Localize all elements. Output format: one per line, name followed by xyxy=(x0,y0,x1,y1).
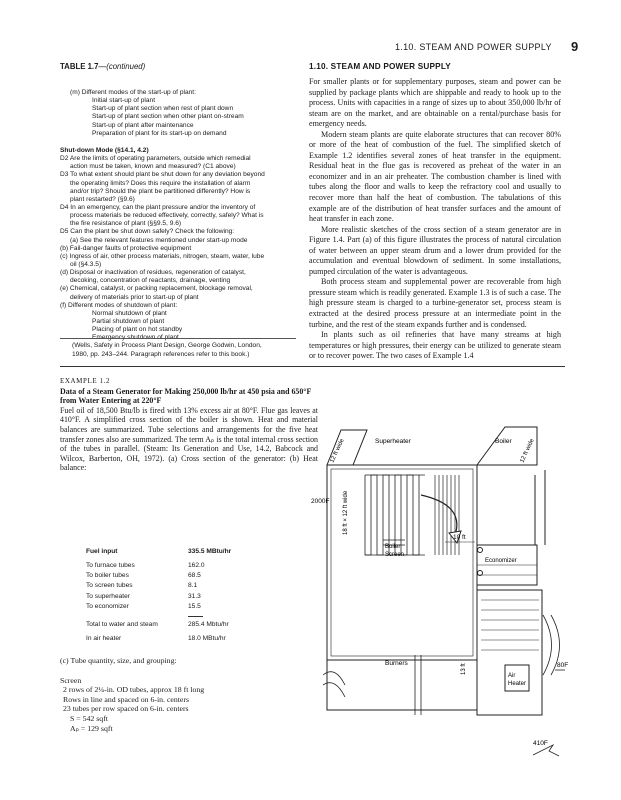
air-heater-casing xyxy=(477,590,542,715)
table-line: Start-up of plant section when other plant on-stream xyxy=(92,113,244,121)
example-top-rule xyxy=(60,366,565,367)
table-line: and/or trip? Should the plant be partitioned differently? How is xyxy=(70,187,251,195)
heat-total-label: Total to water and steam xyxy=(86,621,158,628)
heat-fuel-value: 335.5 MBtu/hr xyxy=(188,548,232,555)
screen-line: 23 tubes per row spaced on 6-in. centers xyxy=(63,704,189,714)
example-label: EXAMPLE 1.2 xyxy=(60,377,111,385)
table-line: D3 To what extent should plant be shut down for any deviation beyond xyxy=(60,171,265,179)
table-line: (e) Chemical, catalyst, or packing replacement, blockage removal, xyxy=(60,285,253,293)
air-heater-label-2: Heater xyxy=(508,681,527,687)
running-head: 1.10. STEAM AND POWER SUPPLY xyxy=(395,42,552,52)
screen-line: 2 rows of 2¼-in. OD tubes, approx 18 ft long xyxy=(63,685,205,695)
table-line: D2 Are the limits of operating parameters, outside which remedial xyxy=(60,155,251,163)
heat-row-value: 15.5 xyxy=(188,602,201,610)
heat-row-label: To economizer xyxy=(86,602,129,610)
boiler-screen-label-2: Screen xyxy=(385,552,405,558)
heat-fuel-label: Fuel input xyxy=(86,548,118,555)
table-line: decoking, concentration of reactants, drainage, venting xyxy=(70,277,231,285)
heat-air-value: 18.0 MBtu/hr xyxy=(188,635,226,642)
heat-row-label: To furnace tubes xyxy=(86,562,135,569)
table-line: (b) Fail-danger faults of protective equipment xyxy=(60,244,192,252)
screen-line: Rows in line and spaced on 6-in. centers xyxy=(63,694,190,704)
table-line: (a) See the relevant features mentioned under start-up mode xyxy=(70,236,248,244)
heat-row-label: To boiler tubes xyxy=(86,572,129,580)
table-line: Partial shutdown of plant xyxy=(92,318,165,326)
table-line: the operating limits? Does this require the installation of alarm xyxy=(70,179,251,187)
heat-total-value: 285.4 Mbtu/hr xyxy=(188,621,229,628)
screen-line: S = 542 sqft xyxy=(70,713,108,723)
table-line: (m) Different modes of the start-up of plant: xyxy=(70,89,196,96)
heat-row-value: 68.5 xyxy=(188,572,201,580)
superheater-label: Superheater xyxy=(375,438,411,445)
table-line: the fire resistance of plant (§§9.5, 9.6) xyxy=(70,220,182,228)
table-title-suffix: —(continued) xyxy=(98,62,146,71)
table-source-line-1: (Wells, Safety in Process Plant Design, George Godwin, London, xyxy=(72,342,262,349)
table-source-line-2: 1980, pp. 243–244. Paragraph references refer to this book.) xyxy=(72,351,250,358)
table-line: Start-up of plant section when rest of plant down xyxy=(92,105,234,113)
table-line: Normal shutdown of plant xyxy=(92,309,167,317)
screen-heading: Screen xyxy=(60,675,82,685)
section-paragraph: For smaller plants or for supplementary purposes, steam and power can be supplied by package plants which are shippable and ready to hook up to the process. Units with capacities in a range of sizes up to about 350,000 lb/hr of steam are on the market, and are obtainable on a rental/purchase basis for emergency needs. xyxy=(309,77,561,129)
section-paragraph: In plants such as oil refineries that have many streams at high temperatures or high pressures, their energy can be utilized to generate steam or to recover power. The two cases of Example 1.4 xyxy=(309,330,561,361)
heat-sum-rule xyxy=(188,616,203,617)
section-paragraph: Modern steam plants are quite elaborate structures that can recover 80% or more of the heat of combustion of the fuel. The simplified sketch of Example 1.2 identifies several zones of heat transfer in the equipment. Residual heat in the flue gas is recovered as preheat of the water in an economizer and in an air preheater. The combustion chamber is lined with tubes along the floor and walls to keep the refractory cool and usually to recover more than half the heat of combustion. The tabulations of this example are of the distribution of heat transfer surfaces and the amount of heat transfer in each zone. xyxy=(309,129,561,224)
heat-row-value: 31.3 xyxy=(188,592,201,600)
furnace-shell xyxy=(327,465,477,660)
page-number: 9 xyxy=(571,39,579,54)
table-line: oil (§4.3.5) xyxy=(70,261,102,268)
table-title-label: TABLE 1.7 xyxy=(60,62,99,71)
ten-ft-label: 10 ft xyxy=(453,534,466,541)
section-paragraph: Both process steam and supplemental power are recoverable from high pressure steam which is readily generated. Example 1.3 is of such a case. The high pressure steam is charged to a turbine-generator set, process steam is extracted at the desired process pressure at an intermediate point in the turbine, and the rest of the steam expands further and is condensed. xyxy=(309,277,561,329)
width-right-label: 12 ft wide xyxy=(519,438,536,464)
table-line: action must be taken, known and measured? (C1 above) xyxy=(70,163,236,171)
tube-block xyxy=(60,656,310,733)
table-line: D4 In an emergency, can the plant pressure and/or the inventory of xyxy=(60,203,256,211)
section-body xyxy=(309,77,561,362)
heat-row-label: To superheater xyxy=(86,592,130,600)
section-paragraph: More realistic sketches of the cross section of a steam generator are in Figure 1.4. Part (a) of this figure illustrates the process of natural circulation of water between an upper steam drum and a lower drum provided for the accumulation and eventual blowdown of sediment. In some installations, pumped circulation of the water is advantageous. xyxy=(309,224,561,276)
air-heater-label-1: Air xyxy=(508,673,516,679)
boiler-screen-label-1: Boiler xyxy=(385,544,401,550)
table-line: process materials be reduced effectively, correctly, safely? What is xyxy=(70,212,264,220)
height-label: 13 ft xyxy=(461,663,467,675)
table-line: (f) Different modes of shutdown of plant: xyxy=(60,301,178,309)
side-dim-label: 18 ft × 12 ft wide xyxy=(343,490,349,535)
table-line: Emergency shutdown of plant xyxy=(92,334,179,342)
temp-410-label: 410F xyxy=(533,740,548,747)
temp-2000-label: 2000F xyxy=(311,498,330,505)
furnace-bottom xyxy=(327,660,477,710)
table-line: Initial start-up of plant xyxy=(92,97,156,105)
example-title: Data of a Steam Generator for Making 250,000 lb/hr at 450 psia and 650°F from Water Entering at 220°F xyxy=(60,386,311,406)
temp-80-label: 80F xyxy=(557,662,569,669)
furnace-inner-wall xyxy=(331,469,473,656)
table-line: Preparation of plant for its start-up on demand xyxy=(92,129,227,137)
table-line: D5 Can the plant be shut down safely? Check the following: xyxy=(60,228,235,236)
heat-row-value: 8.1 xyxy=(188,582,198,590)
heat-row-label: To screen tubes xyxy=(86,582,133,590)
table-line: Placing of plant on hot standby xyxy=(92,326,183,334)
superheater-coils xyxy=(365,475,425,555)
economizer-header xyxy=(478,548,483,553)
burners-label: Burners xyxy=(385,660,408,667)
width-left-label: 12 ft wide xyxy=(329,438,346,464)
example-intro: Fuel oil of 18,500 Btu/lb is fired with 13% excess air at 80°F. Flue gas leaves at 410°F. A simplified cross section of the boiler is shown. Heat and material balances are summarized. Tube selections and arrangements for the five heat transfer zones also are summarized. The term Aₚ is the total internal cross section of the tubes in parallel. (Steam: Its Generation and Use, 14.2, Babcock and Wilcox, Barberton, OH, 1972). (a) Cross section of the generator: (b) Heat balance: xyxy=(60,405,318,473)
heat-row-value: 162.0 xyxy=(188,562,205,569)
table-subheading: Shut-down Mode (§14.1, 4.2) xyxy=(60,146,149,154)
table-line: (c) Ingress of air, other process materials, nitrogen, steam, water, lube xyxy=(60,252,265,260)
boiler-diagram xyxy=(305,415,575,780)
boiler-label: Boiler xyxy=(495,438,512,445)
table-line: delivery of materials prior to start-up of plant xyxy=(70,293,199,301)
section-heading: 1.10. STEAM AND POWER SUPPLY xyxy=(309,62,451,71)
table-line: (d) Disposal or inactivation of residues, regeneration of catalyst, xyxy=(60,269,246,277)
screen-line: Aₚ = 129 sqft xyxy=(70,723,113,733)
table-bottom-rule xyxy=(60,338,296,339)
economizer-label: Economizer xyxy=(485,558,517,564)
heat-air-label: In air heater xyxy=(86,635,122,642)
table-line: plant restarted? (§9.6) xyxy=(70,195,135,203)
table-line: Start-up of plant after maintenance xyxy=(92,121,194,129)
example-block xyxy=(60,377,318,473)
part-c-label: (c) Tube quantity, size, and grouping: xyxy=(60,656,177,665)
air-heater-hatch xyxy=(481,600,539,650)
table-title xyxy=(60,62,145,71)
